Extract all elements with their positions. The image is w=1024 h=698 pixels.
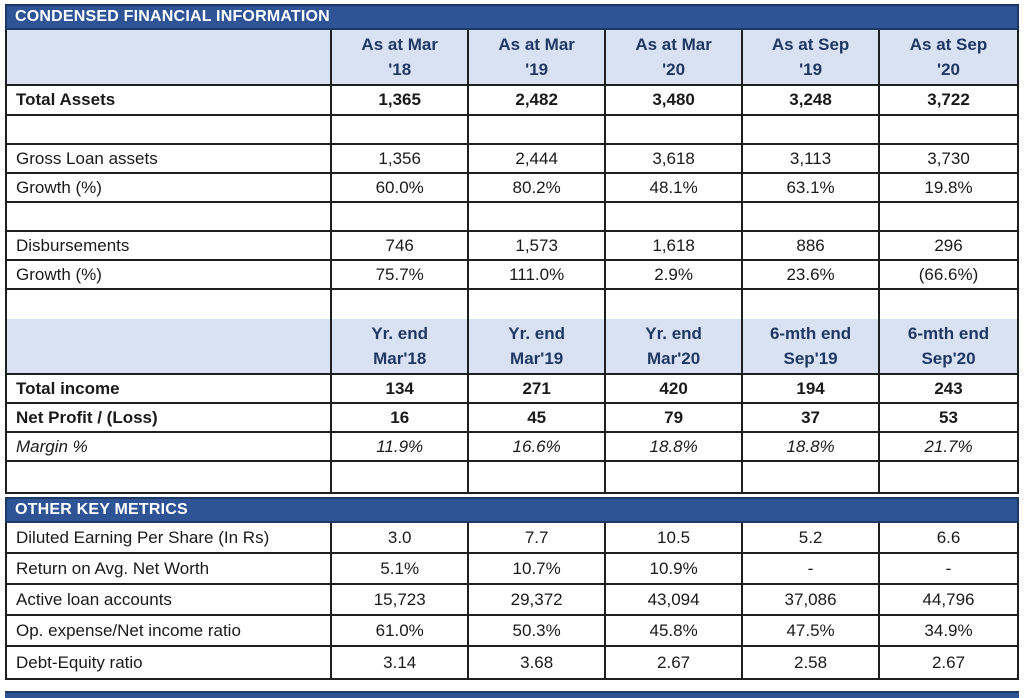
header-empty-cell (7, 30, 332, 84)
cell-value: 1,618 (606, 232, 743, 259)
header-line1: 6-mth end (907, 324, 990, 343)
row-label: Disbursements (7, 232, 332, 259)
cell-value: 7.7 (469, 523, 606, 552)
condensed-financials-table (5, 30, 1019, 494)
header-line2: '20 (662, 60, 686, 79)
column-header (332, 319, 469, 373)
cell-value: 3.68 (469, 647, 606, 678)
header-line1: As at Mar (635, 35, 712, 54)
table-row (7, 86, 1017, 116)
cell-value: 37 (743, 404, 880, 431)
cell-value: 3,248 (743, 86, 880, 114)
row-label: Margin % (7, 433, 332, 460)
cell-value: 79 (606, 404, 743, 431)
cell-value (332, 203, 469, 230)
cell-value: 1,573 (469, 232, 606, 259)
row-label: Net Profit / (Loss) (7, 404, 332, 431)
cell-value: 75.7% (332, 261, 469, 288)
table-row (7, 375, 1017, 404)
table-row (7, 616, 1017, 647)
table-row (7, 433, 1017, 462)
table-row (7, 404, 1017, 433)
header-line1: Yr. end (371, 324, 429, 343)
cell-value (332, 116, 469, 143)
next-section-banner-cutoff (5, 691, 1019, 698)
cell-value: 19.8% (924, 177, 973, 197)
cell-value: 420 (606, 375, 743, 402)
cell-value: 2.67 (606, 647, 743, 678)
cell-value (332, 290, 469, 319)
cell-value: 10.7% (469, 554, 606, 583)
cell-value: 2,482 (469, 86, 606, 114)
header-line2: Sep'19 (783, 349, 838, 368)
cell-value: 18.8% (743, 433, 880, 460)
table-row (7, 145, 1017, 174)
header-line1: 6-mth end (769, 324, 852, 343)
row-label: Gross Loan assets (7, 145, 332, 172)
cell-value: 10.9% (606, 554, 743, 583)
row-label (7, 462, 332, 492)
header-line1: As at Sep (909, 35, 988, 54)
row-label: Op. expense/Net income ratio (7, 616, 332, 645)
table-row (7, 647, 1017, 678)
cell-value: 2.9% (606, 261, 743, 288)
column-header-row-as-at (7, 30, 1017, 86)
row-label: Growth (%) (7, 261, 332, 288)
section-banner-other-key-metrics (5, 497, 1019, 523)
cell-value: 134 (332, 375, 469, 402)
table-row (7, 554, 1017, 585)
cell-value (880, 290, 1017, 319)
cell-value: 3,730 (927, 148, 970, 168)
cell-value: 243 (934, 378, 963, 398)
cell-value: 5.1% (332, 554, 469, 583)
section-title: CONDENSED FINANCIAL INFORMATION (15, 8, 330, 25)
table-row (7, 174, 1017, 203)
row-label: Return on Avg. Net Worth (7, 554, 332, 583)
column-header (469, 30, 606, 84)
header-line2: '19 (799, 60, 823, 79)
cell-value: 1,365 (332, 86, 469, 114)
header-line2: '20 (937, 60, 960, 79)
cell-value: 23.6% (743, 261, 880, 288)
column-header (332, 30, 469, 84)
row-label: Debt-Equity ratio (7, 647, 332, 678)
cell-value: 21.7% (924, 436, 973, 456)
section-banner-condensed-financial-information (5, 4, 1019, 30)
column-header (606, 30, 743, 84)
cell-value (469, 203, 606, 230)
cell-value: 47.5% (743, 616, 880, 645)
cell-value: 11.9% (332, 433, 469, 460)
header-line2: '19 (525, 60, 549, 79)
cell-value: 2.58 (743, 647, 880, 678)
cell-value: 111.0% (469, 261, 606, 288)
cell-value: 44,796 (922, 589, 975, 609)
cell-value: 3,480 (606, 86, 743, 114)
cell-value: 45 (469, 404, 606, 431)
cell-value (469, 116, 606, 143)
cell-value: - (743, 554, 880, 583)
cell-value (332, 462, 469, 492)
cell-value: (66.6%) (918, 264, 979, 284)
row-label: Growth (%) (7, 174, 332, 201)
header-line1: As at Mar (498, 35, 575, 54)
header-line1: Yr. end (645, 324, 702, 343)
cell-value (743, 290, 880, 319)
cell-value (743, 462, 880, 492)
table-row-blank (7, 116, 1017, 145)
header-line2: Mar'18 (373, 349, 427, 368)
table-row-blank (7, 290, 1017, 319)
table-row-blank (7, 203, 1017, 232)
cell-value (606, 116, 743, 143)
column-header (880, 30, 1017, 84)
key-metrics-rows (7, 523, 1017, 678)
header-line1: As at Mar (361, 35, 438, 54)
column-header (606, 319, 743, 373)
header-empty-cell (7, 319, 332, 373)
cell-value: 3.0 (332, 523, 469, 552)
cell-value: 10.5 (606, 523, 743, 552)
cell-value: 886 (743, 232, 880, 259)
cell-value: 16 (332, 404, 469, 431)
cell-value: 746 (332, 232, 469, 259)
row-label: Active loan accounts (7, 585, 332, 614)
row-label: Diluted Earning Per Share (In Rs) (7, 523, 332, 552)
cell-value: 43,094 (606, 585, 743, 614)
cell-value: 3,722 (927, 90, 970, 109)
cell-value (880, 203, 1017, 230)
section-title: OTHER KEY METRICS (15, 501, 188, 518)
cell-value: 5.2 (743, 523, 880, 552)
row-label (7, 203, 332, 230)
header-line2: Mar'20 (647, 349, 701, 368)
header-line2: Mar'19 (510, 349, 564, 368)
cell-value: 16.6% (469, 433, 606, 460)
cell-value: 6.6 (936, 527, 961, 547)
cell-value (880, 462, 1017, 492)
column-header (880, 319, 1017, 373)
cell-value (743, 203, 880, 230)
cell-value: 271 (469, 375, 606, 402)
cell-value: 48.1% (606, 174, 743, 201)
cell-value (880, 116, 1017, 143)
column-header (743, 319, 880, 373)
row-label: Total Assets (7, 86, 332, 114)
cell-value: 29,372 (469, 585, 606, 614)
cell-value: 18.8% (606, 433, 743, 460)
cell-value: 80.2% (469, 174, 606, 201)
cell-value (743, 116, 880, 143)
cell-value: 37,086 (743, 585, 880, 614)
cell-value: 61.0% (332, 616, 469, 645)
column-header (743, 30, 880, 84)
header-line1: Yr. end (508, 324, 565, 343)
cell-value: - (945, 558, 952, 578)
column-header-row-period-end (7, 319, 1017, 375)
key-metrics-table (5, 523, 1019, 680)
row-label (7, 116, 332, 143)
cell-value: 3.14 (332, 647, 469, 678)
table-container (5, 4, 1019, 680)
cell-value: 50.3% (469, 616, 606, 645)
cell-value: 1,356 (332, 145, 469, 172)
cell-value (469, 462, 606, 492)
income-statement-rows (7, 375, 1017, 492)
header-line1: As at Sep (771, 35, 850, 54)
table-row (7, 585, 1017, 616)
cell-value: 2.67 (931, 652, 966, 672)
cell-value (469, 290, 606, 319)
cell-value: 194 (743, 375, 880, 402)
cell-value: 53 (939, 407, 958, 427)
cell-value: 3,113 (743, 145, 880, 172)
cell-value: 2,444 (469, 145, 606, 172)
cell-value (606, 462, 743, 492)
row-label (7, 290, 332, 319)
table-row (7, 261, 1017, 290)
balance-sheet-rows (7, 86, 1017, 319)
cell-value: 296 (934, 235, 963, 255)
cell-value: 34.9% (924, 620, 973, 640)
cell-value (606, 203, 743, 230)
cell-value: 45.8% (606, 616, 743, 645)
header-line2: Sep'20 (921, 349, 976, 368)
cell-value: 15,723 (332, 585, 469, 614)
table-row (7, 523, 1017, 554)
column-header (469, 319, 606, 373)
header-line2: '18 (388, 60, 412, 79)
table-row-blank (7, 462, 1017, 492)
row-label: Total income (7, 375, 332, 402)
cell-value: 3,618 (606, 145, 743, 172)
table-row (7, 232, 1017, 261)
cell-value: 63.1% (743, 174, 880, 201)
cell-value: 60.0% (332, 174, 469, 201)
cell-value (606, 290, 743, 319)
